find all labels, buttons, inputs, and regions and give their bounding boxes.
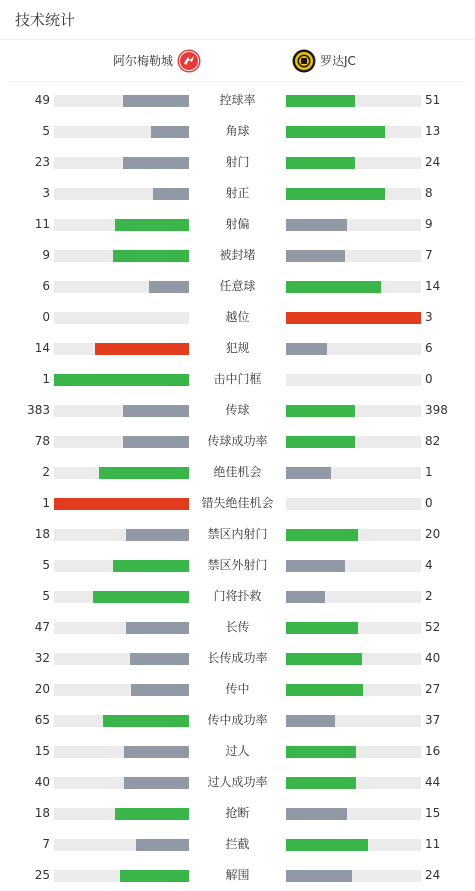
away-stat-value: 0 xyxy=(425,496,433,510)
home-stat-value: 5 xyxy=(42,124,50,138)
away-stat-bar xyxy=(286,188,421,200)
away-stat-bar-fill xyxy=(286,281,381,293)
away-stat-value: 15 xyxy=(425,806,441,820)
home-stat-value: 49 xyxy=(34,93,50,107)
away-stat-value: 14 xyxy=(425,279,441,293)
stat-label: 被封堵 xyxy=(219,248,256,262)
home-stat-value: 11 xyxy=(34,217,50,231)
away-stat-bar-fill xyxy=(286,746,356,758)
away-stat-bar-fill xyxy=(286,529,358,541)
away-stat-bar xyxy=(286,498,421,510)
home-stat-value: 5 xyxy=(42,589,50,603)
stat-row xyxy=(0,240,475,271)
away-stat-bar xyxy=(286,684,421,696)
home-stat-bar-fill xyxy=(123,436,189,448)
away-team[interactable] xyxy=(247,49,356,73)
home-stat-bar xyxy=(54,777,189,789)
stat-label: 任意球 xyxy=(219,279,256,293)
home-stat-value: 78 xyxy=(34,434,50,448)
stat-row xyxy=(0,674,475,705)
home-stat-bar-fill xyxy=(54,498,189,510)
stat-row xyxy=(0,705,475,736)
home-stat-bar-fill xyxy=(124,777,189,789)
away-stat-bar-fill xyxy=(286,219,347,231)
away-stat-bar xyxy=(286,839,421,851)
home-stat-value: 9 xyxy=(42,248,50,262)
home-stat-bar-fill xyxy=(115,219,189,231)
away-stat-bar-fill xyxy=(286,560,345,572)
stat-row xyxy=(0,612,475,643)
away-stat-bar-fill xyxy=(286,126,385,138)
away-team-name: 罗达JC xyxy=(320,54,356,68)
home-stat-bar-fill xyxy=(113,250,189,262)
home-stat-bar-fill xyxy=(149,281,190,293)
home-stat-value: 25 xyxy=(34,868,50,882)
away-stat-bar xyxy=(286,653,421,665)
away-stat-value: 9 xyxy=(425,217,433,231)
home-stat-bar-fill xyxy=(54,374,189,386)
away-stat-bar-fill xyxy=(286,622,358,634)
stat-row xyxy=(0,116,475,147)
home-stat-value: 1 xyxy=(42,372,50,386)
home-stat-value: 20 xyxy=(34,682,50,696)
away-stat-value: 24 xyxy=(425,868,441,882)
stat-row xyxy=(0,333,475,364)
home-stat-bar-fill xyxy=(120,870,189,882)
away-stat-value: 7 xyxy=(425,248,433,262)
away-stat-value: 16 xyxy=(425,744,441,758)
home-stat-bar-fill xyxy=(123,157,189,169)
away-stat-value: 51 xyxy=(425,93,441,107)
away-stat-bar-fill xyxy=(286,436,355,448)
stat-label: 传球 xyxy=(225,403,250,417)
stat-label: 射偏 xyxy=(225,217,250,231)
stat-label: 解围 xyxy=(225,868,250,882)
away-stat-bar-fill xyxy=(286,777,356,789)
home-stat-bar xyxy=(54,436,189,448)
stat-row xyxy=(0,736,475,767)
home-stat-value: 65 xyxy=(34,713,50,727)
home-stat-bar xyxy=(54,591,189,603)
stat-label: 过人 xyxy=(225,744,250,758)
away-stat-bar xyxy=(286,622,421,634)
stat-row xyxy=(0,271,475,302)
home-stat-value: 0 xyxy=(42,310,50,324)
away-stat-value: 6 xyxy=(425,341,433,355)
home-team-logo-icon xyxy=(177,49,201,73)
stat-label: 门将扑救 xyxy=(213,589,262,603)
home-stat-bar xyxy=(54,312,189,324)
away-stat-value: 40 xyxy=(425,651,441,665)
home-stat-value: 18 xyxy=(34,527,50,541)
away-stat-bar xyxy=(286,467,421,479)
away-stat-bar xyxy=(286,870,421,882)
away-stat-value: 11 xyxy=(425,837,441,851)
away-team-logo-icon xyxy=(292,49,316,73)
home-stat-value: 14 xyxy=(34,341,50,355)
stat-label: 长传 xyxy=(225,620,250,634)
away-stat-bar-fill xyxy=(286,684,363,696)
stats-list xyxy=(0,82,475,891)
page-title: 技术统计 xyxy=(15,11,76,29)
away-stat-bar xyxy=(286,591,421,603)
home-stat-value: 1 xyxy=(42,496,50,510)
home-stat-value: 47 xyxy=(34,620,50,634)
away-stat-bar-fill xyxy=(286,808,347,820)
away-stat-bar xyxy=(286,777,421,789)
stat-row xyxy=(0,147,475,178)
home-stat-value: 40 xyxy=(34,775,50,789)
stat-label: 传中成功率 xyxy=(207,713,268,727)
away-stat-value: 24 xyxy=(425,155,441,169)
home-stat-bar xyxy=(54,281,189,293)
stat-row xyxy=(0,178,475,209)
stat-label: 传球成功率 xyxy=(207,434,268,448)
away-stat-bar-fill xyxy=(286,715,335,727)
stat-row xyxy=(0,643,475,674)
home-stat-bar xyxy=(54,498,189,510)
header xyxy=(0,0,475,40)
away-stat-bar-fill xyxy=(286,653,362,665)
stat-label: 角球 xyxy=(225,124,250,138)
stat-label: 错失绝佳机会 xyxy=(201,496,274,510)
home-stat-bar-fill xyxy=(99,467,189,479)
home-stat-bar xyxy=(54,250,189,262)
home-stat-bar xyxy=(54,343,189,355)
home-stat-value: 6 xyxy=(42,279,50,293)
home-stat-bar-fill xyxy=(136,839,189,851)
home-team-name: 阿尔梅勒城 xyxy=(112,54,173,68)
away-stat-value: 2 xyxy=(425,589,433,603)
home-stat-value: 23 xyxy=(34,155,50,169)
away-stat-bar xyxy=(286,281,421,293)
away-stat-bar-fill xyxy=(286,591,325,603)
away-stat-bar xyxy=(286,405,421,417)
away-stat-value: 398 xyxy=(425,403,448,417)
stat-label: 控球率 xyxy=(219,93,256,107)
home-stat-bar xyxy=(54,188,189,200)
away-stat-bar xyxy=(286,126,421,138)
away-stat-bar xyxy=(286,436,421,448)
home-stat-bar xyxy=(54,622,189,634)
away-stat-value: 8 xyxy=(425,186,433,200)
stat-label: 抢断 xyxy=(225,806,250,820)
away-stat-bar xyxy=(286,219,421,231)
home-stat-bar-fill xyxy=(113,560,189,572)
home-stat-bar-fill xyxy=(131,684,189,696)
away-stat-bar xyxy=(286,529,421,541)
away-stat-bar-fill xyxy=(286,467,331,479)
home-stat-value: 383 xyxy=(27,403,50,417)
stat-row xyxy=(0,581,475,612)
away-stat-bar xyxy=(286,746,421,758)
away-stat-bar xyxy=(286,250,421,262)
away-stat-value: 0 xyxy=(425,372,433,386)
stat-row xyxy=(0,860,475,891)
away-stat-bar-fill xyxy=(286,250,345,262)
home-stat-bar-fill xyxy=(103,715,189,727)
home-stat-bar xyxy=(54,715,189,727)
home-stat-bar xyxy=(54,529,189,541)
home-stat-bar xyxy=(54,560,189,572)
home-stat-bar xyxy=(54,870,189,882)
home-stat-bar-fill xyxy=(95,343,190,355)
home-stat-bar xyxy=(54,405,189,417)
home-stat-bar xyxy=(54,95,189,107)
home-stat-bar-fill xyxy=(151,126,189,138)
stat-label: 传中 xyxy=(225,682,250,696)
home-stat-bar-fill xyxy=(126,622,189,634)
stat-row xyxy=(0,302,475,333)
stat-label: 犯规 xyxy=(225,341,250,355)
away-stat-bar-fill xyxy=(286,188,385,200)
home-stat-bar-fill xyxy=(123,95,189,107)
away-stat-bar-fill xyxy=(286,405,355,417)
stat-label: 长传成功率 xyxy=(207,651,268,665)
home-stat-bar xyxy=(54,374,189,386)
home-stat-bar-fill xyxy=(93,591,189,603)
home-stat-bar xyxy=(54,684,189,696)
home-stat-bar xyxy=(54,157,189,169)
stat-row xyxy=(0,798,475,829)
stat-label: 击中门框 xyxy=(213,372,262,386)
away-stat-bar xyxy=(286,808,421,820)
away-stat-bar-fill xyxy=(286,343,327,355)
home-stat-bar xyxy=(54,808,189,820)
home-stat-bar-fill xyxy=(124,746,189,758)
away-stat-bar-fill xyxy=(286,95,355,107)
stat-row xyxy=(0,85,475,116)
away-stat-value: 82 xyxy=(425,434,441,448)
stat-row xyxy=(0,209,475,240)
away-stat-value: 44 xyxy=(425,775,441,789)
stat-label: 禁区内射门 xyxy=(207,527,268,541)
away-stat-value: 4 xyxy=(425,558,433,572)
home-stat-bar xyxy=(54,219,189,231)
stat-row xyxy=(0,767,475,798)
stat-label: 拦截 xyxy=(225,837,250,851)
home-stat-value: 32 xyxy=(34,651,50,665)
away-stat-value: 52 xyxy=(425,620,441,634)
home-stat-bar-fill xyxy=(130,653,189,665)
home-stat-bar-fill xyxy=(123,405,189,417)
stat-row xyxy=(0,829,475,860)
stat-row xyxy=(0,550,475,581)
stat-label: 越位 xyxy=(225,310,250,324)
away-stat-bar-fill xyxy=(286,312,421,324)
away-stat-bar xyxy=(286,560,421,572)
home-stat-bar xyxy=(54,839,189,851)
away-stat-bar-fill xyxy=(286,157,355,169)
away-stat-bar xyxy=(286,343,421,355)
home-team[interactable] xyxy=(10,49,247,73)
teams-row xyxy=(10,40,465,82)
home-stat-bar xyxy=(54,746,189,758)
stat-row xyxy=(0,519,475,550)
away-stat-value: 27 xyxy=(425,682,441,696)
stat-row xyxy=(0,395,475,426)
home-stat-value: 18 xyxy=(34,806,50,820)
stat-label: 射门 xyxy=(225,155,250,169)
stat-row xyxy=(0,364,475,395)
stat-row xyxy=(0,488,475,519)
away-stat-bar-fill xyxy=(286,839,368,851)
home-stat-value: 15 xyxy=(34,744,50,758)
home-stat-value: 7 xyxy=(42,837,50,851)
away-stat-value: 13 xyxy=(425,124,441,138)
away-stat-bar xyxy=(286,95,421,107)
home-stat-value: 5 xyxy=(42,558,50,572)
stat-label: 射正 xyxy=(225,186,250,200)
away-stat-bar xyxy=(286,374,421,386)
home-stat-value: 2 xyxy=(42,465,50,479)
stat-label: 禁区外射门 xyxy=(207,558,268,572)
home-stat-bar-fill xyxy=(153,188,189,200)
away-stat-bar-fill xyxy=(286,870,352,882)
home-stat-bar xyxy=(54,467,189,479)
home-stat-value: 3 xyxy=(42,186,50,200)
home-stat-bar xyxy=(54,653,189,665)
away-stat-value: 3 xyxy=(425,310,433,324)
home-stat-bar xyxy=(54,126,189,138)
away-stat-value: 20 xyxy=(425,527,441,541)
away-stat-bar xyxy=(286,157,421,169)
stat-label: 过人成功率 xyxy=(207,775,268,789)
stat-row xyxy=(0,426,475,457)
away-stat-value: 1 xyxy=(425,465,433,479)
away-stat-value: 37 xyxy=(425,713,441,727)
stat-label: 绝佳机会 xyxy=(213,465,262,479)
home-stat-bar-fill xyxy=(126,529,189,541)
stat-row xyxy=(0,457,475,488)
away-stat-bar xyxy=(286,715,421,727)
away-stat-bar xyxy=(286,312,421,324)
home-stat-bar-fill xyxy=(115,808,189,820)
